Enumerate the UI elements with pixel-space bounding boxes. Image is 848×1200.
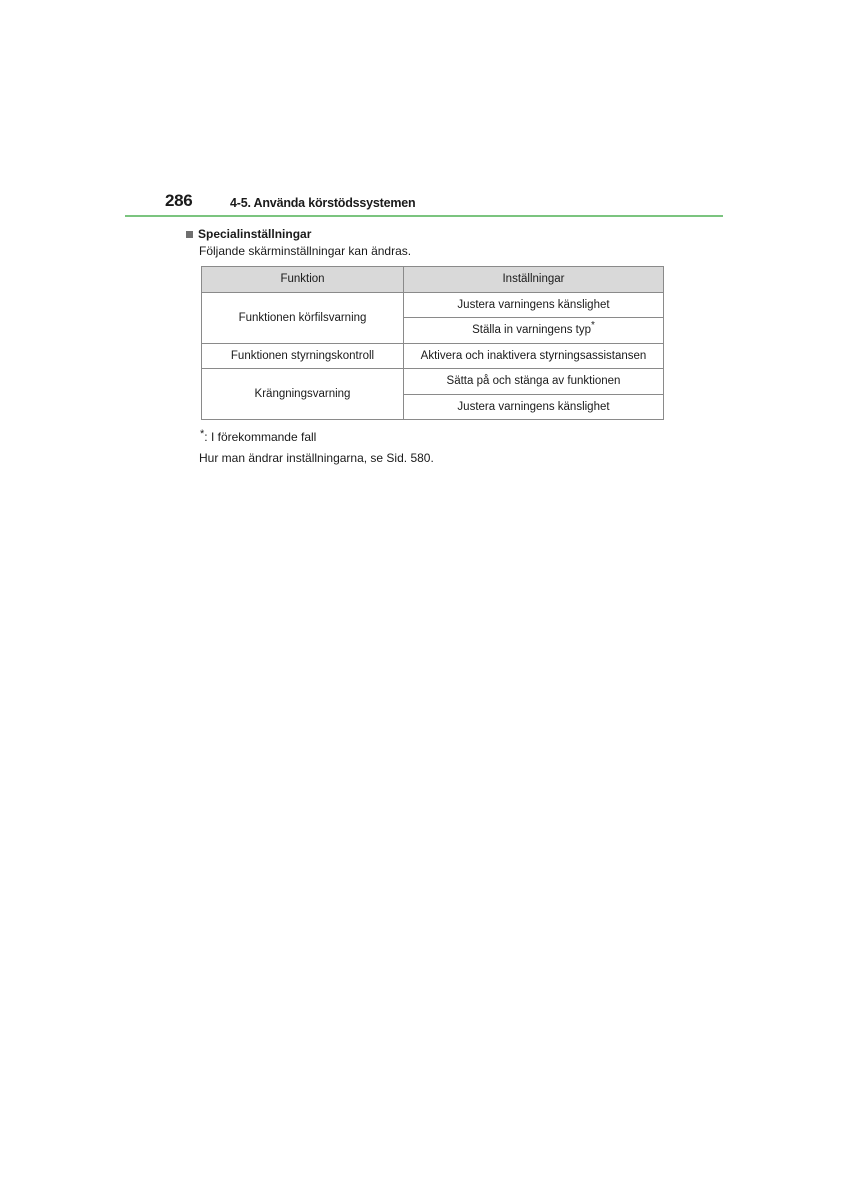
footnote-mark: * bbox=[200, 428, 205, 440]
table-row bbox=[202, 292, 664, 318]
footnote-marker: * bbox=[591, 320, 595, 332]
subsection-heading bbox=[186, 227, 311, 241]
intro-text: Följande skärminställningar kan ändras. bbox=[199, 244, 412, 258]
setting-cell bbox=[404, 318, 664, 344]
function-cell: Funktionen körfilsvarning bbox=[202, 292, 404, 343]
page-number: 286 bbox=[165, 191, 193, 210]
table-row bbox=[202, 369, 664, 395]
footnote-text: : I förekommande fall bbox=[204, 430, 317, 444]
section-title: 4-5. Använda körstödssystemen bbox=[230, 196, 416, 210]
reference-text: Hur man ändrar inställningarna, se Sid. 580. bbox=[199, 451, 434, 465]
function-cell: Funktionen styrningskontroll bbox=[202, 343, 404, 369]
footnote bbox=[200, 428, 316, 444]
setting-cell: Sätta på och stänga av funktionen bbox=[404, 369, 664, 395]
table-header-row bbox=[202, 267, 664, 293]
setting-cell-text: Ställa in varningens typ bbox=[472, 324, 591, 337]
function-cell: Krängningsvarning bbox=[202, 369, 404, 420]
setting-cell: Justera varningens känslighet bbox=[404, 292, 664, 318]
column-header-settings: Inställningar bbox=[404, 267, 664, 293]
setting-cell: Aktivera och inaktivera styrningsassistansen bbox=[404, 343, 664, 369]
header-rule bbox=[125, 215, 723, 217]
square-bullet-icon bbox=[186, 231, 193, 238]
subsection-heading-text: Specialinställningar bbox=[198, 227, 312, 241]
settings-table bbox=[201, 266, 664, 420]
table-row bbox=[202, 343, 664, 369]
setting-cell: Justera varningens känslighet bbox=[404, 394, 664, 420]
column-header-function: Funktion bbox=[202, 267, 404, 293]
